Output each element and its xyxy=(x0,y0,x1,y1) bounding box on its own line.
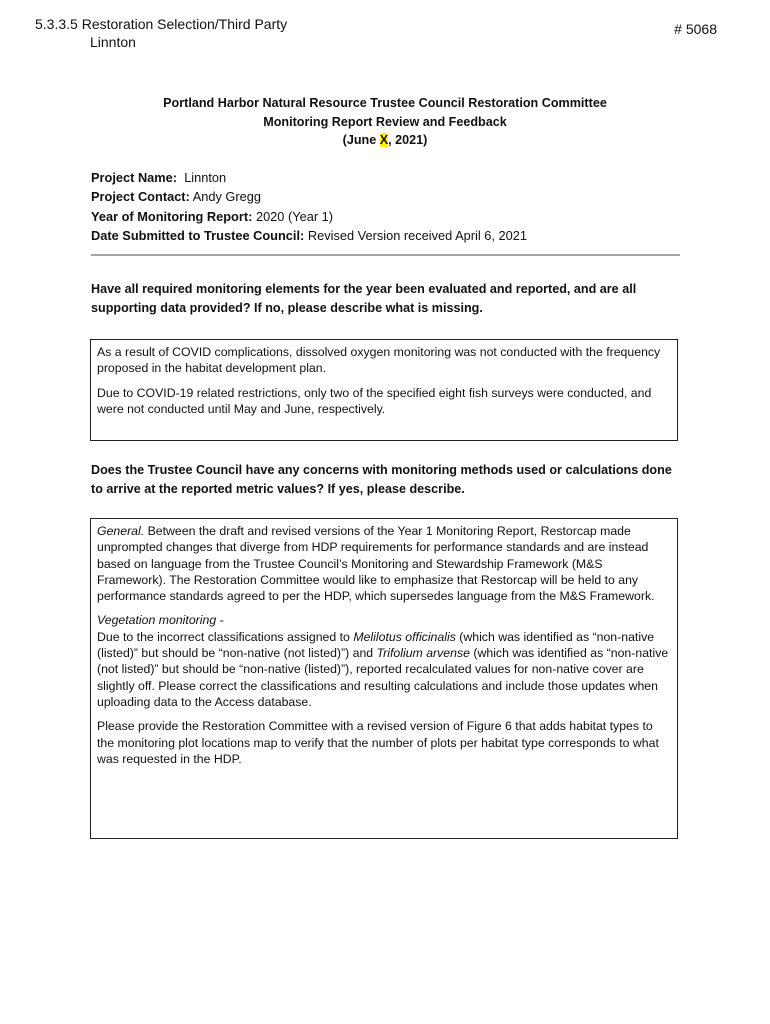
section-heading-line2: Linnton xyxy=(90,34,136,50)
general-text: Between the draft and revised versions of the Year 1 Monitoring Report, Restorcap made unprompted changes that diverge from HDP requirements for performance standards and are instead based on language from the Trustee Council’s Monitoring and Stewardship Framework (M&S Framework). The Restoration Committee would like to emphasize that Restorcap will be held to any performance standards agreed to per the HDP, which supersedes language from the M&S Framework. xyxy=(97,524,655,604)
answer-box-1 xyxy=(90,339,678,441)
species-melilotus: Melilotus officinalis xyxy=(353,629,456,644)
answer-1-paragraph-1: As a result of COVID complications, dissolved oxygen monitoring was not conducted with the frequency proposed in the habitat development plan. xyxy=(97,345,661,376)
general-paragraph xyxy=(97,523,669,604)
project-contact-value: Andy Gregg xyxy=(192,189,261,205)
title-date-prefix: (June xyxy=(342,133,380,147)
monitoring-year-value: 2020 (Year 1) xyxy=(255,208,334,224)
project-contact-label: Project Contact: xyxy=(91,189,190,205)
project-name-row xyxy=(91,168,527,187)
date-submitted-row xyxy=(91,226,527,245)
project-name-label: Project Name: xyxy=(91,170,178,185)
general-label: General. xyxy=(97,524,145,538)
vegetation-heading: Vegetation monitoring - xyxy=(97,613,224,628)
title-line1: Portland Harbor Natural Resource Trustee Council Restoration Committee xyxy=(163,96,607,110)
figure-request-paragraph: Please provide the Restoration Committee with a revised version of Figure 6 that adds habitat types to the monitoring plot locations map to verify that the number of plots per habitat type corresponds to what was requested in the HDP. xyxy=(97,719,659,766)
date-submitted-value: Revised Version received April 6, 2021 xyxy=(307,227,527,243)
title-line3 xyxy=(0,131,770,150)
answer-box-2 xyxy=(90,518,678,839)
section-divider xyxy=(91,254,680,256)
document-number: # 5068 xyxy=(674,21,717,37)
title-date-suffix: , 2021) xyxy=(388,133,428,147)
monitoring-year-row xyxy=(91,207,527,226)
title-date-highlight: X xyxy=(379,133,389,147)
project-name-value: Linnton xyxy=(184,170,227,185)
answer-1-paragraph-2: Due to COVID-19 related restrictions, only two of the specified eight fish surveys were conducted, and were not conducted until May and June, respectively. xyxy=(97,385,652,416)
question-1: Have all required monitoring elements for the year been evaluated and reported, and are all supporting data provided? If no, please describe what is missing. xyxy=(91,282,637,315)
document-title xyxy=(0,94,770,150)
title-line2: Monitoring Report Review and Feedback xyxy=(263,114,507,129)
section-heading xyxy=(35,15,287,51)
question-2: Does the Trustee Council have any concerns with monitoring methods used or calculations done to arrive at the reported metric values? If yes, please describe. xyxy=(91,463,672,496)
monitoring-year-label: Year of Monitoring Report: xyxy=(91,208,253,224)
species-trifolium: Trifolium arvense xyxy=(376,646,470,661)
vegetation-text-1: Due to the incorrect classifications assigned to xyxy=(97,629,354,644)
project-info xyxy=(91,168,527,245)
date-submitted-label: Date Submitted to Trustee Council: xyxy=(91,227,305,243)
vegetation-paragraph xyxy=(97,612,669,710)
section-heading-line1: 5.3.3.5 Restoration Selection/Third Party xyxy=(35,16,288,32)
project-contact-row xyxy=(91,187,527,206)
vegetation-text-3: (which was identified as “non-native (not listed)” but should be “non-native (listed)”), reported recalculated values for non-native cover are slightly off. Please correct the classifications and resulting calculations and include those updates when uploading data to the Access database. xyxy=(97,646,669,709)
vegetation-text-2: (which was identified as “non-native (listed)” but should be “non-native (not listed)”) and xyxy=(97,629,655,661)
